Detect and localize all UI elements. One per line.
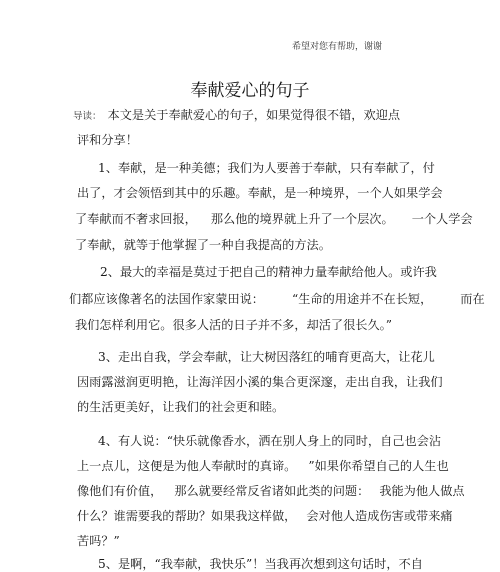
guide-label: 导读： <box>73 111 102 122</box>
paragraph-5-line-1: 5、是啊，“我奉献，我快乐”！当我再次想到这句话时，不自 <box>98 557 423 571</box>
paragraph-1-line-2: 出了，才会领悟到其中的乐趣。奉献，是一种境界，一个人如果学会 <box>77 186 443 200</box>
paragraph-2-line-1: 2、最大的幸福是莫过于把自己的精神力量奉献给他人。或许我 <box>100 265 437 279</box>
paragraph-4-line-3-b: 那么就要经常反省诸如此类的问题： <box>174 484 370 498</box>
paragraph-1-line-3 <box>75 211 473 227</box>
paragraph-4-line-3-a: 像他们有价值， <box>77 484 163 498</box>
paragraph-4-line-5: 苦吗？” <box>77 534 120 548</box>
paragraph-4-line-4-b: 会对他人造成伤害或带来痛 <box>306 509 453 523</box>
paragraph-3-line-3: 的生活更美好，让我们的社会更和睦。 <box>77 400 285 414</box>
paragraph-2-line-2 <box>69 291 485 307</box>
paragraph-2-line-3: 我们怎样利用它。很多人活的日子并不多，却活了很长久。” <box>75 318 393 332</box>
paragraph-4-line-4 <box>77 508 453 524</box>
guide-text: 本文是关于奉献爱心的句子，如果觉得很不错，欢迎点 <box>107 108 401 122</box>
paragraph-4-line-4-a: 什么？谁需要我的帮助？如果我这样做， <box>77 509 297 523</box>
paragraph-1-line-1: 1、奉献，是一种美德；我们为人要善于奉献，只有奉献了，付 <box>98 161 435 175</box>
page-title: 奉献爱心的句子 <box>190 81 310 101</box>
paragraph-1-line-4: 了奉献，就等于他掌握了一种自我提高的方法。 <box>75 238 331 252</box>
paragraph-4-line-3-c: 我能为他人做点 <box>379 484 465 498</box>
paragraph-4-line-2-a: 上一点儿，这便是为他人奉献时的真谛。 <box>77 459 297 473</box>
paragraph-1-line-3-a: 了奉献而不奢求回报， <box>75 212 197 226</box>
paragraph-4-line-1: 4、有人说：“快乐就像香水，洒在别人身上的同时，自己也会沾 <box>98 434 442 448</box>
paragraph-2-line-2-b: “生命的用途并不在长短， <box>292 292 433 306</box>
paragraph-4-line-2-b: ”如果你希望自己的人生也 <box>308 459 449 473</box>
paragraph-4-line-3 <box>77 483 465 499</box>
guide-line-1 <box>73 107 400 125</box>
paragraph-2-line-2-a: 们都应该像著名的法国作家蒙田说： <box>69 292 264 306</box>
paragraph-3-line-2: 因雨露滋润更明艳，让海洋因小溪的集合更深邃，走出自我，让我们 <box>77 375 443 389</box>
header-note: 希望对您有帮助，谢谢 <box>291 42 382 52</box>
paragraph-2-line-2-c: 而在 <box>460 292 485 306</box>
paragraph-4-line-2 <box>77 458 449 474</box>
guide-line-2: 评和分享！ <box>77 133 138 147</box>
paragraph-1-line-3-b: 那么他的境界就上升了一个层次。 <box>210 212 394 226</box>
paragraph-1-line-3-c: 一个人学会 <box>411 212 473 226</box>
paragraph-3-line-1: 3、走出自我，学会奉献，让大树因落红的哺育更高大，让花儿 <box>98 350 435 364</box>
